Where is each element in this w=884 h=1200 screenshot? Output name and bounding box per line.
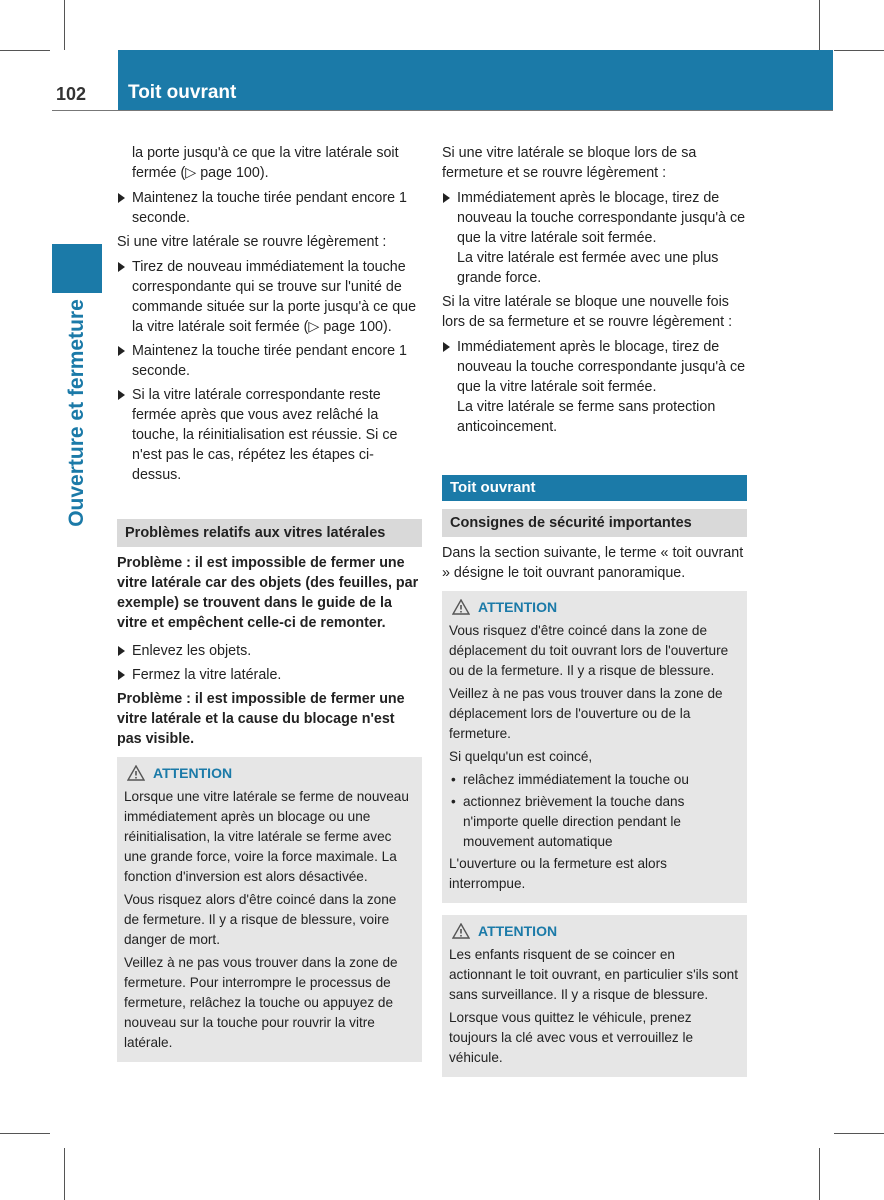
continued-text: la porte jusqu'à ce que la vitre latérale soit fermée (▷ page 100).: [132, 145, 399, 181]
warning-triangle-icon: [452, 923, 470, 939]
paragraph: Si une vitre latérale se bloque lors de sa fermeture et se rouvre légèrement :: [442, 145, 697, 181]
list-item: [442, 188, 747, 288]
warning-box: [442, 915, 747, 1077]
warning-title: [449, 921, 740, 941]
warning-text: Veillez à ne pas vous trouver dans la zone de fermeture. Pour interrompre le processus de fermeture, relâchez la touche ou appuyez de nouveau sur la touche pour rouvrir la vitre latérale.: [124, 955, 398, 1050]
warning-triangle-icon: [452, 599, 470, 615]
warning-text: Les enfants risquent de se coincer en actionnant le toit ouvrant, en particulier s'ils sont sans surveillance. Il y a risque de blessure.: [449, 947, 738, 1002]
warning-title-text: ATTENTION: [478, 923, 558, 939]
warning-text: L'ouverture ou la fermeture est alors interrompue.: [449, 856, 667, 891]
crop-mark: [0, 50, 50, 51]
paragraph: Dans la section suivante, le terme « toit ouvrant » désigne le toit ouvrant panoramique.: [442, 545, 744, 581]
crop-mark: [64, 0, 65, 50]
crop-mark: [819, 1148, 820, 1200]
warning-text: Lorsque une vitre latérale se ferme de nouveau immédiatement après un blocage ou une réinitialisation, la vitre latérale se ferme avec une grande force, voire la force maximale. La fonction d'inversion est alors désactivée.: [124, 789, 409, 884]
warning-title-text: ATTENTION: [478, 599, 558, 615]
warning-box: [117, 757, 422, 1062]
warning-title: [124, 763, 415, 783]
paragraph: Si la vitre latérale se bloque une nouvelle fois lors de sa fermeture et se rouvre légèrement :: [442, 294, 733, 330]
warning-text: Si quelqu'un est coincé,: [449, 749, 593, 764]
list-item: Maintenez la touche tirée pendant encore 1 seconde.: [117, 341, 422, 381]
list-item-result: La vitre latérale se ferme sans protection anticoincement.: [457, 399, 716, 435]
warning-title-text: ATTENTION: [153, 765, 233, 781]
warning-text: Veillez à ne pas vous trouver dans la zone de déplacement lors de l'ouverture ou de la fermeture.: [449, 686, 723, 741]
list-item: Maintenez la touche tirée pendant encore 1 seconde.: [117, 188, 422, 228]
chapter-label: Ouverture et fermeture: [65, 299, 88, 527]
list-item-text: Immédiatement après le blocage, tirez de nouveau la touche correspondante jusqu'à ce que la vitre latérale soit fermée.: [457, 190, 746, 246]
crop-mark: [834, 1133, 884, 1134]
list-item: [442, 337, 747, 437]
warning-text: Vous risquez d'être coincé dans la zone de déplacement du toit ouvrant lors de l'ouverture ou de la fermeture. Il y a risque de blessure.: [449, 623, 729, 678]
list-item: Si la vitre latérale correspondante reste fermée après que vous avez relâché la touche, la réinitialisation est réussie. Si ce n'est pas le cas, répétez les étapes ci-dessus.: [117, 385, 422, 485]
warning-triangle-icon: [127, 765, 145, 781]
section-heading: Toit ouvrant: [442, 475, 747, 501]
crop-mark: [64, 1148, 65, 1200]
crop-mark: [834, 50, 884, 51]
bullet-item: • relâchez immédiatement la touche ou: [449, 770, 740, 790]
page-number: 102: [56, 84, 87, 104]
list-item: Enlevez les objets.: [117, 641, 422, 661]
paragraph: Si une vitre latérale se rouvre légèrement :: [117, 234, 387, 250]
list-item: Fermez la vitre latérale.: [117, 665, 422, 685]
list-item: Tirez de nouveau immédiatement la touche correspondante qui se trouve sur l'unité de commande située sur la porte jusqu'à ce que la vitre latérale soit fermée (▷ page 100).: [117, 257, 422, 337]
left-column: [117, 143, 422, 1062]
page-title: Toit ouvrant: [128, 82, 237, 103]
warning-title: [449, 597, 740, 617]
right-column: [442, 143, 747, 1077]
subsection-heading: Consignes de sécurité importantes: [442, 509, 747, 537]
header-divider: [52, 110, 833, 111]
crop-mark: [0, 1133, 50, 1134]
warning-text: Lorsque vous quittez le véhicule, prenez toujours la clé avec vous et verrouillez le véhicule.: [449, 1010, 694, 1065]
list-item-text: Immédiatement après le blocage, tirez de nouveau la touche correspondante jusqu'à ce que la vitre latérale soit fermée.: [457, 339, 746, 395]
chapter-tab: [52, 244, 102, 293]
list-item-result: La vitre latérale est fermée avec une plus grande force.: [457, 250, 719, 286]
crop-mark: [819, 0, 820, 50]
section-heading: Problèmes relatifs aux vitres latérales: [117, 519, 422, 547]
warning-box: [442, 591, 747, 903]
bullet-item: • actionnez brièvement la touche dans n'importe quelle direction pendant le mouvement automatique: [449, 792, 740, 852]
warning-text: Vous risquez alors d'être coincé dans la zone de fermeture. Il y a risque de blessure, voire danger de mort.: [124, 892, 397, 947]
problem-heading: Problème : il est impossible de fermer une vitre latérale car des objets (des feuilles, par exemple) se trouvent dans le guide de la vitre et empêchent celle-ci de remonter.: [117, 555, 419, 631]
problem-heading: Problème : il est impossible de fermer une vitre latérale et la cause du blocage n'est pas visible.: [117, 691, 405, 747]
